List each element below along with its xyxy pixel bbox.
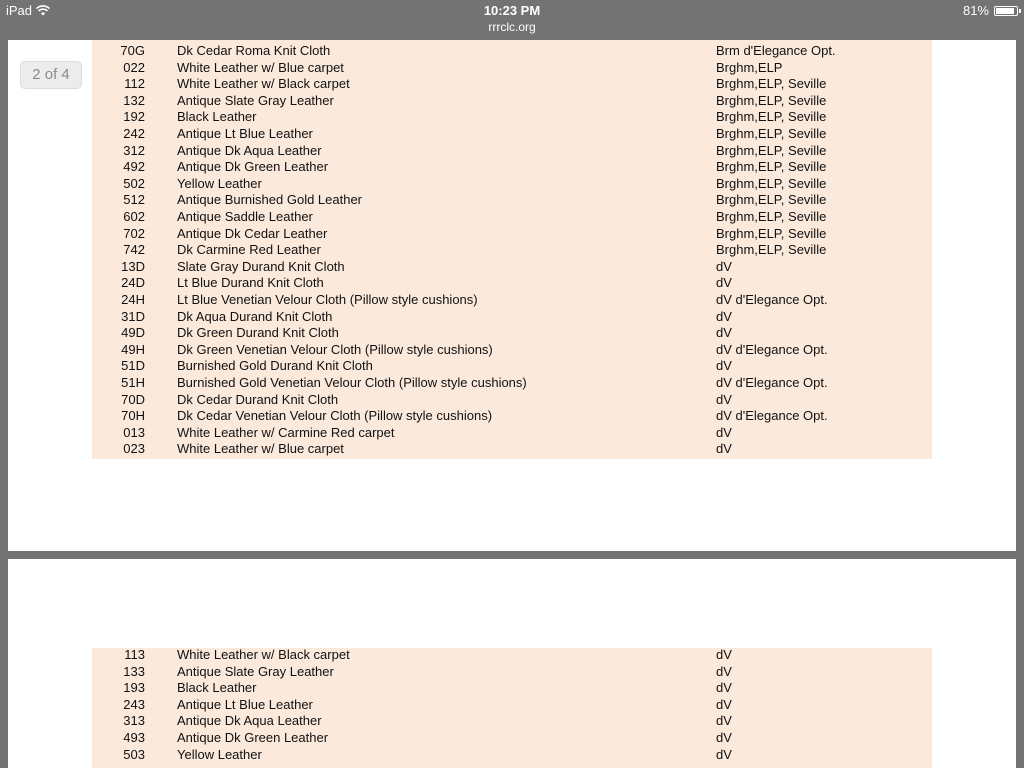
- trim-code: 49H: [121, 341, 145, 357]
- trim-model: dV: [716, 746, 732, 762]
- table-row: [92, 325, 932, 342]
- trim-model: dV: [716, 441, 732, 457]
- trim-code: 492: [123, 159, 145, 175]
- trim-model: Brghm,ELP, Seville: [716, 225, 827, 241]
- trim-model: dV d'Elegance Opt.: [716, 375, 828, 390]
- trim-model: dV: [716, 275, 732, 291]
- trim-description: Lt Blue Durand Knit Cloth: [177, 275, 324, 291]
- trim-description: Antique Lt Blue Leather: [177, 126, 313, 141]
- trim-code: 512: [123, 192, 145, 208]
- table-row: [92, 697, 932, 714]
- trim-code: 70G: [120, 43, 145, 58]
- trim-code: 13D: [121, 258, 145, 274]
- table-row: [92, 242, 932, 259]
- table-row: [92, 93, 932, 110]
- table-row: [92, 730, 932, 747]
- table-row: [92, 60, 932, 77]
- trim-model: Brm d'Elegance Opt.: [716, 43, 836, 58]
- trim-code: 70D: [121, 391, 145, 407]
- trim-code: 493: [123, 730, 145, 745]
- trim-model: dV: [716, 391, 732, 407]
- table-row: [92, 664, 932, 681]
- trim-model: Brghm,ELP, Seville: [716, 126, 827, 141]
- trim-model: dV: [716, 680, 732, 696]
- table-row: [92, 292, 932, 309]
- table-row: [92, 109, 932, 126]
- trim-model: dV: [716, 258, 732, 274]
- clock: 10:23 PM: [483, 3, 541, 18]
- trim-description: Burnished Gold Durand Knit Cloth: [177, 358, 373, 374]
- trim-code: 51H: [121, 375, 145, 390]
- trim-description: Dk Green Venetian Velour Cloth (Pillow style cushions): [177, 341, 493, 357]
- trim-description: Yellow Leather: [177, 175, 262, 191]
- trim-model: Brghm,ELP, Seville: [716, 159, 827, 175]
- trim-model: dV: [716, 713, 732, 729]
- trim-description: Slate Gray Durand Knit Cloth: [177, 258, 345, 274]
- trim-model: Brghm,ELP: [716, 59, 783, 75]
- trim-model: Brghm,ELP, Seville: [716, 76, 827, 92]
- trim-model: dV: [716, 663, 732, 679]
- trim-description: Lt Blue Venetian Velour Cloth (Pillow style cushions): [177, 292, 478, 307]
- trim-description: White Leather w/ Blue carpet: [177, 441, 344, 457]
- trim-model: dV: [716, 325, 732, 341]
- trim-model: Brghm,ELP, Seville: [716, 142, 827, 158]
- trim-description: White Leather w/ Blue carpet: [177, 59, 344, 75]
- trim-model: dV d'Elegance Opt.: [716, 408, 828, 424]
- trim-code: 742: [123, 242, 145, 258]
- trim-code: 112: [124, 76, 145, 92]
- trim-description: Dk Cedar Durand Knit Cloth: [177, 391, 339, 407]
- trim-code: 193: [123, 680, 145, 696]
- trim-description: Antique Slate Gray Leather: [177, 92, 334, 108]
- trim-description: Dk Cedar Venetian Velour Cloth (Pillow style cushions): [177, 408, 493, 424]
- table-row: [92, 259, 932, 276]
- trim-description: Dk Cedar Roma Knit Cloth: [177, 43, 331, 58]
- trim-model: dV: [716, 696, 732, 712]
- table-row: [92, 43, 932, 60]
- status-bar: [0, 0, 1024, 40]
- trim-code: 602: [123, 209, 145, 224]
- trim-model: dV: [716, 647, 732, 662]
- battery-fill: [996, 8, 1014, 14]
- trim-description: Burnished Gold Venetian Velour Cloth (Pillow style cushions): [177, 375, 527, 390]
- trim-code: 70H: [121, 408, 145, 424]
- url-label[interactable]: rrrclc.org: [488, 20, 536, 34]
- table-row: [92, 76, 932, 93]
- trim-description: Antique Dk Green Leather: [177, 159, 329, 175]
- trim-code: 31D: [121, 308, 145, 324]
- table-row: [92, 143, 932, 160]
- table-row: [92, 392, 932, 409]
- trim-description: Antique Burnished Gold Leather: [177, 192, 363, 208]
- status-center: [0, 3, 1024, 35]
- trim-code: 702: [123, 225, 145, 241]
- trim-description: Antique Lt Blue Leather: [177, 696, 313, 712]
- trim-description: Antique Saddle Leather: [177, 209, 313, 224]
- table-row: [92, 226, 932, 243]
- trim-code: 503: [123, 746, 145, 762]
- trim-code: 022: [123, 59, 145, 75]
- table-row: [92, 647, 932, 664]
- table-row: [92, 126, 932, 143]
- trim-model: Brghm,ELP, Seville: [716, 209, 827, 224]
- trim-model: dV: [716, 308, 732, 324]
- battery-icon: [994, 6, 1018, 16]
- table-row: [92, 425, 932, 442]
- trim-code: 24H: [121, 292, 145, 307]
- trim-description: Yellow Leather: [177, 746, 262, 762]
- trim-code: 192: [123, 109, 145, 125]
- trim-code: 313: [123, 713, 145, 729]
- trim-code: 023: [123, 441, 145, 457]
- trim-description: Dk Carmine Red Leather: [177, 242, 321, 258]
- trim-model: dV: [716, 730, 732, 745]
- trim-description: White Leather w/ Black carpet: [177, 647, 350, 662]
- trim-code: 133: [123, 663, 145, 679]
- trim-model: dV d'Elegance Opt.: [716, 341, 828, 357]
- trim-description: Dk Aqua Durand Knit Cloth: [177, 308, 333, 324]
- table-row: [92, 358, 932, 375]
- table-row: [92, 192, 932, 209]
- trim-description: Dk Green Durand Knit Cloth: [177, 325, 339, 341]
- device-name: iPad: [6, 3, 33, 18]
- table-row: [92, 176, 932, 193]
- battery-percent: 81%: [962, 3, 989, 18]
- trim-model: dV: [716, 424, 732, 440]
- trim-description: Antique Dk Cedar Leather: [177, 225, 328, 241]
- table-row: [92, 309, 932, 326]
- trim-description: Antique Slate Gray Leather: [177, 663, 334, 679]
- trim-description: Antique Dk Aqua Leather: [177, 713, 322, 729]
- trim-description: White Leather w/ Black carpet: [177, 76, 350, 92]
- trim-code: 51D: [121, 358, 145, 374]
- trim-code: 242: [123, 126, 145, 141]
- trim-code: 013: [123, 424, 145, 440]
- table-row: [92, 713, 932, 730]
- trim-code: 502: [123, 175, 145, 191]
- trim-code: 132: [123, 92, 145, 108]
- trim-description: Antique Dk Aqua Leather: [177, 142, 322, 158]
- trim-model: Brghm,ELP, Seville: [716, 175, 827, 191]
- table-row: [92, 680, 932, 697]
- trim-model: Brghm,ELP, Seville: [716, 242, 827, 258]
- table-row: [92, 408, 932, 425]
- page-indicator: 2 of 4: [20, 61, 82, 89]
- trim-code: 243: [123, 696, 145, 712]
- trim-description: Black Leather: [177, 680, 257, 696]
- table-row: [92, 275, 932, 292]
- trim-description: White Leather w/ Carmine Red carpet: [177, 424, 395, 440]
- table-row: [92, 441, 932, 458]
- table-row: [92, 375, 932, 392]
- trim-description: Black Leather: [177, 109, 257, 125]
- trim-model: Brghm,ELP, Seville: [716, 92, 827, 108]
- trim-model: dV: [716, 358, 732, 374]
- trim-code: 49D: [121, 325, 145, 341]
- trim-description: Antique Dk Green Leather: [177, 730, 329, 745]
- table-row: [92, 209, 932, 226]
- table-row: [92, 342, 932, 359]
- table-row: [92, 747, 932, 764]
- trim-code: 312: [123, 142, 145, 158]
- trim-model: Brghm,ELP, Seville: [716, 192, 827, 208]
- status-right: [963, 3, 1018, 18]
- trim-code: 24D: [121, 275, 145, 291]
- trim-model: dV d'Elegance Opt.: [716, 292, 828, 307]
- table-row: [92, 159, 932, 176]
- trim-model: Brghm,ELP, Seville: [716, 109, 827, 125]
- trim-code: 113: [124, 647, 145, 662]
